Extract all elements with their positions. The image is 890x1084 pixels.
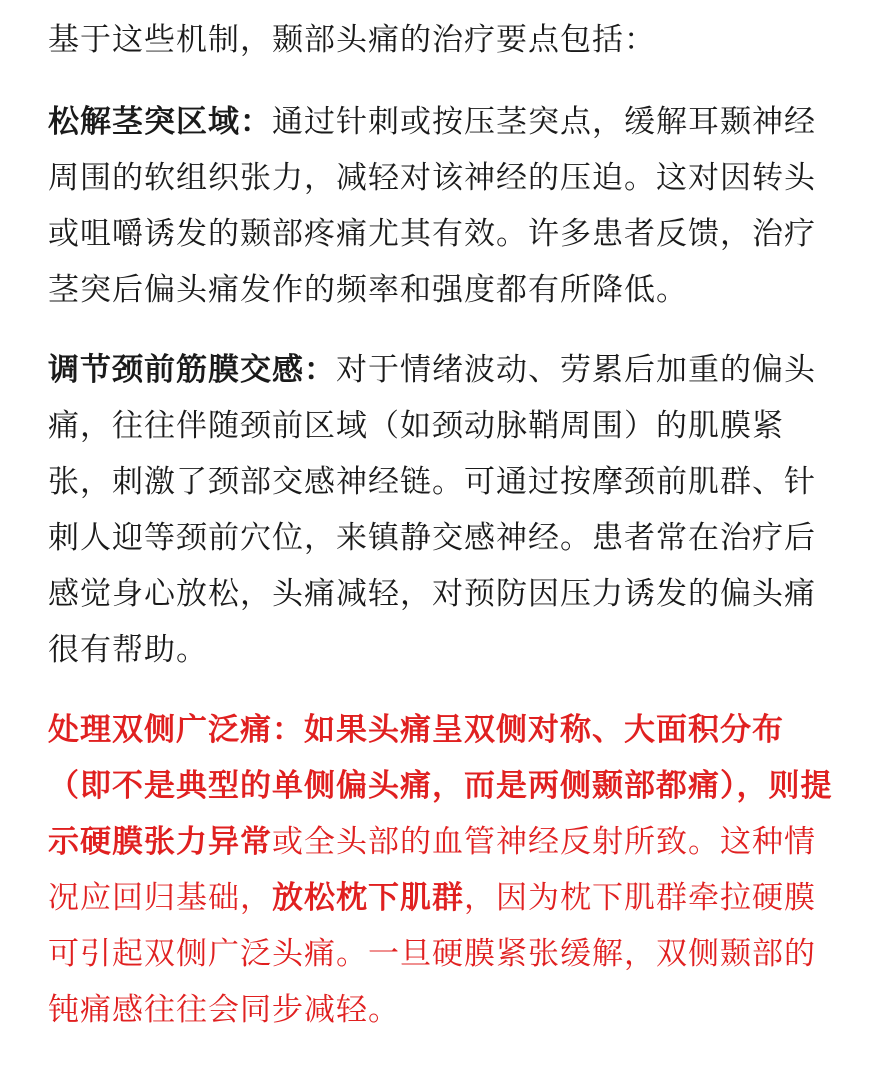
section-heading: 松解茎突区域： <box>48 104 272 140</box>
section-heading: 处理双侧广泛痛： <box>48 712 304 748</box>
section-styloid <box>48 94 846 318</box>
section-bold-text-2: 放松枕下肌群 <box>272 880 464 916</box>
section-bilateral <box>48 702 846 1038</box>
section-body: 通过针刺或按压茎突点，缓解耳颞神经周围的软组织张力，减轻对该神经的压迫。这对因转头或咀嚼诱发的颞部疼痛尤其有效。许多患者反馈，治疗茎突后偏头痛发作的频率和强度都有所降低。 <box>48 104 816 308</box>
section-heading: 调节颈前筋膜交感： <box>48 352 336 388</box>
section-bold-text: 如果头痛呈双侧对称、大面积分布（即不是典型的单侧偏头痛，而是两侧颞部都痛），则提示硬膜张力异常 <box>48 712 833 860</box>
section-body: 对于情绪波动、劳累后加重的偏头痛，往往伴随颈前区域（如颈动脉鞘周围）的肌膜紧张，刺激了颈部交感神经链。可通过按摩颈前肌群、针刺人迎等颈前穴位，来镇静交感神经。患者常在治疗后感觉身心放松，头痛减轻，对预防因压力诱发的偏头痛很有帮助。 <box>48 352 816 668</box>
section-anterior-neck <box>48 342 846 678</box>
intro-paragraph: 基于这些机制，颞部头痛的治疗要点包括： <box>48 22 656 58</box>
section-text: 或全头部的血管神经反射所致。这种情况应回归基础， <box>48 824 816 916</box>
section-text-3: ，因为枕下肌群牵拉硬膜可引起双侧广泛头痛。一旦硬膜紧张缓解，双侧颞部的钝痛感往往会同步减轻。 <box>48 880 816 1028</box>
